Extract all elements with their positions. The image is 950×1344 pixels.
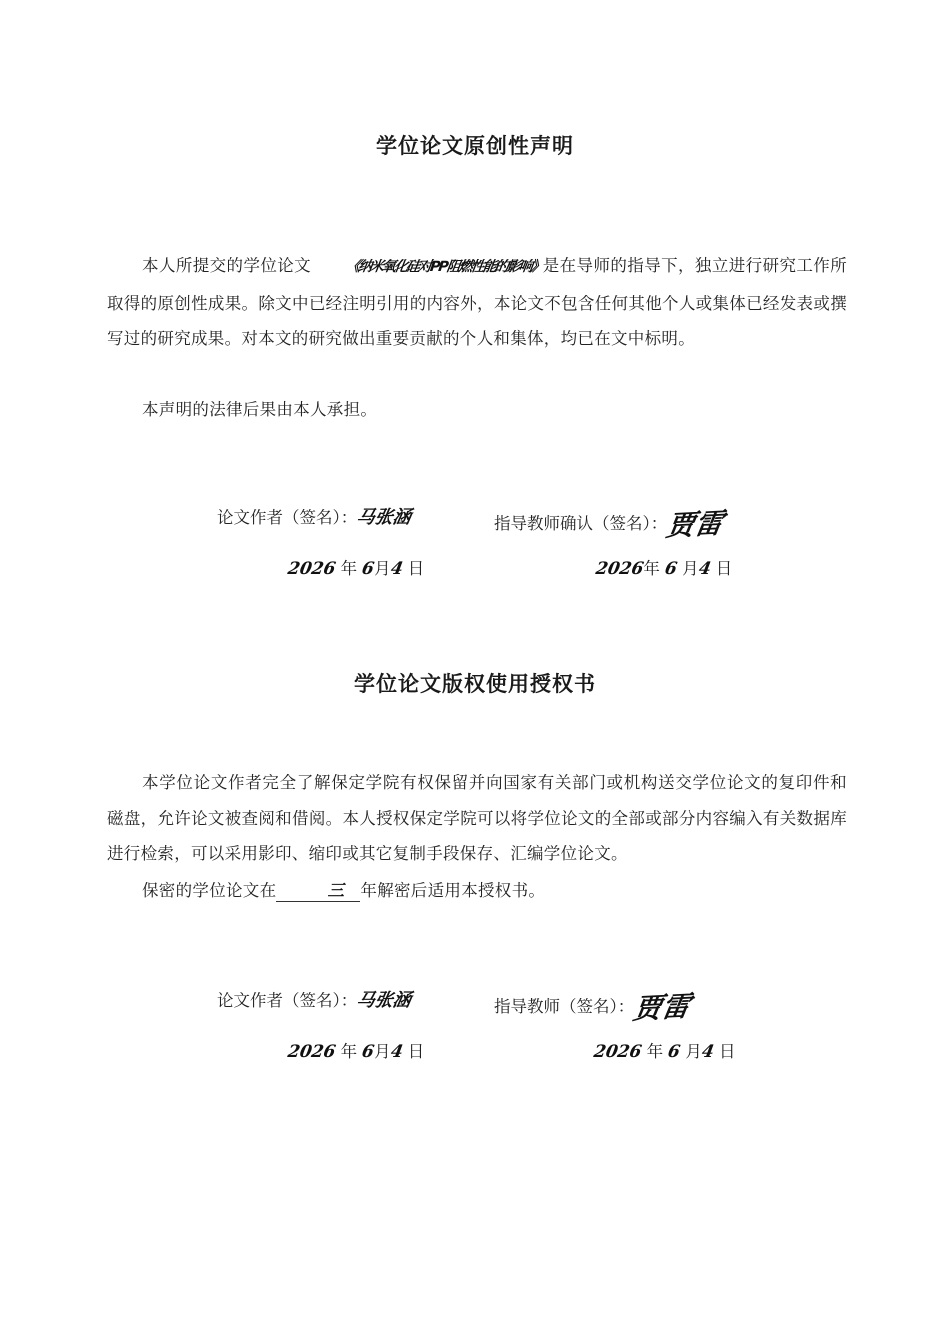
declaration-paragraph-1	[107, 248, 847, 357]
authorization-advisor-signature: 贾雷	[631, 989, 693, 1026]
date-day-suffix: 日	[715, 559, 733, 578]
date-month: 6	[666, 1042, 682, 1062]
date-year: 2026	[594, 559, 646, 579]
declaration-author-date	[288, 555, 424, 579]
date-month: 6	[663, 559, 679, 579]
declaration-author-label: 论文作者（签名）：	[217, 508, 358, 527]
declaration-p1-before: 本人所提交的学位论文	[142, 256, 312, 275]
authorization-title: 学位论文版权使用授权书	[354, 672, 596, 696]
date-day: 4	[388, 559, 405, 579]
declaration-author-signature-line	[217, 503, 411, 529]
date-year-suffix: 年	[340, 1042, 358, 1061]
secret-years-value: 三	[327, 881, 345, 900]
authorization-p2-after: 年解密后适用本授权书。	[360, 881, 546, 900]
date-day: 4	[388, 1042, 405, 1062]
date-day-suffix: 日	[719, 1042, 736, 1061]
authorization-author-label: 论文作者（签名）：	[217, 991, 358, 1010]
declaration-p1-after: 是在导师的指导下，独立进行研究工作所取得的原创性成果。除文中已经注明引用的内容外，本论文不包含任何其他个人或集体已经发表或撰写过的研究成果。对本文的研究做出重要贡献的个人和集体，均已在文中标明。	[107, 256, 847, 348]
authorization-paragraph-1: 本学位论文作者完全了解保定学院有权保留并向国家有关部门或机构送交学位论文的复印件和磁盘，允许论文被查阅和借阅。本人授权保定学院可以将学位论文的全部或部分内容编入有关数据库进行检索，可以采用影印、缩印或其它复制手段保存、汇编学位论文。	[107, 773, 847, 863]
authorization-advisor-signature-line	[494, 986, 693, 1026]
date-year: 2026	[286, 559, 338, 579]
declaration-advisor-signature: 贾雷	[664, 506, 726, 543]
declaration-advisor-label: 指导教师确认（签名）：	[494, 514, 668, 533]
date-day: 4	[700, 1042, 716, 1062]
date-year: 2026	[286, 1042, 338, 1062]
authorization-advisor-date	[594, 1038, 736, 1062]
date-day-suffix: 日	[407, 559, 425, 578]
declaration-advisor-date	[596, 555, 732, 579]
thesis-title-handwritten: 《纳米氧化硅对PP阻燃性能的影响》	[345, 259, 544, 275]
date-month-suffix: 月	[374, 1042, 391, 1061]
declaration-author-signature: 马张涵	[355, 507, 413, 528]
date-year: 2026	[592, 1042, 644, 1062]
date-month-suffix: 月	[682, 559, 699, 578]
authorization-author-signature-line	[217, 986, 411, 1012]
date-year-suffix: 年	[643, 559, 660, 578]
authorization-advisor-label: 指导教师（签名）：	[494, 997, 635, 1016]
declaration-advisor-signature-line	[494, 503, 726, 543]
declaration-title: 学位论文原创性声明	[376, 134, 574, 158]
declaration-paragraph-2: 本声明的法律后果由本人承担。	[142, 400, 378, 419]
date-month-suffix: 月	[685, 1042, 702, 1061]
date-month: 6	[360, 1042, 376, 1062]
secret-years-blank	[276, 881, 360, 902]
date-day-suffix: 日	[407, 1042, 425, 1061]
authorization-paragraph-2	[107, 873, 847, 909]
authorization-author-signature: 马张涵	[355, 990, 413, 1011]
authorization-author-date	[288, 1038, 424, 1062]
date-year-suffix: 年	[646, 1042, 664, 1061]
date-day: 4	[696, 559, 713, 579]
date-month-suffix: 月	[374, 559, 391, 578]
date-year-suffix: 年	[340, 559, 358, 578]
date-month: 6	[360, 559, 376, 579]
authorization-p2-before: 保密的学位论文在	[142, 881, 277, 900]
